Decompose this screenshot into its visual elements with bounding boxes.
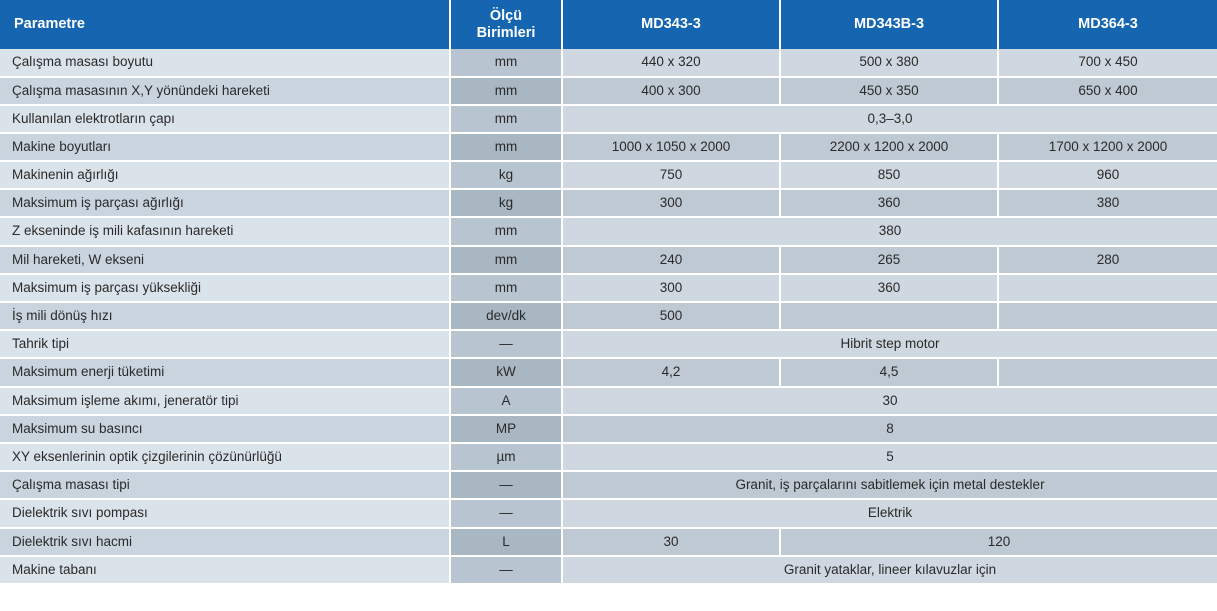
cell-unit: mm <box>450 217 562 245</box>
cell-parameter: Çalışma masası tipi <box>0 471 450 499</box>
cell-parameter: Dielektrik sıvı pompası <box>0 499 450 527</box>
cell-value: 450 x 350 <box>780 77 998 105</box>
cell-parameter: Tahrik tipi <box>0 330 450 358</box>
cell-value: 300 <box>562 274 780 302</box>
cell-value: 500 <box>562 302 780 330</box>
cell-value: 750 <box>562 161 780 189</box>
table-row <box>0 358 1217 386</box>
cell-unit: dev/dk <box>450 302 562 330</box>
cell-unit: — <box>450 330 562 358</box>
cell-unit: mm <box>450 133 562 161</box>
cell-unit: mm <box>450 49 562 76</box>
cell-value <box>998 358 1217 386</box>
table-header <box>0 0 1217 49</box>
header-unit-line1: Ölçü <box>489 8 523 24</box>
cell-value: 280 <box>998 246 1217 274</box>
header-row <box>0 0 1217 49</box>
cell-value: 1700 x 1200 x 2000 <box>998 133 1217 161</box>
cell-parameter: Kullanılan elektrotların çapı <box>0 105 450 133</box>
table-row <box>0 105 1217 133</box>
table-row <box>0 49 1217 76</box>
cell-value: 265 <box>780 246 998 274</box>
cell-unit: mm <box>450 274 562 302</box>
table-row <box>0 443 1217 471</box>
cell-value: 30 <box>562 387 1217 415</box>
cell-value: 5 <box>562 443 1217 471</box>
cell-parameter: Makinenin ağırlığı <box>0 161 450 189</box>
cell-parameter: Mil hareketi, W ekseni <box>0 246 450 274</box>
table-row <box>0 161 1217 189</box>
cell-value: 440 x 320 <box>562 49 780 76</box>
cell-value: 700 x 450 <box>998 49 1217 76</box>
cell-unit: A <box>450 387 562 415</box>
table-row <box>0 415 1217 443</box>
table-row <box>0 471 1217 499</box>
header-unit <box>450 0 562 49</box>
cell-unit: — <box>450 499 562 527</box>
cell-value: 360 <box>780 274 998 302</box>
cell-unit: kg <box>450 189 562 217</box>
cell-unit: mm <box>450 77 562 105</box>
cell-value: 4,2 <box>562 358 780 386</box>
table-row <box>0 330 1217 358</box>
cell-value <box>780 302 998 330</box>
header-parameter: Parametre <box>0 0 450 49</box>
cell-value: 360 <box>780 189 998 217</box>
table-row <box>0 528 1217 556</box>
table-row <box>0 556 1217 584</box>
cell-parameter: Maksimum işleme akımı, jeneratör tipi <box>0 387 450 415</box>
cell-parameter: Çalışma masasının X,Y yönündeki hareketi <box>0 77 450 105</box>
cell-value: 2200 x 1200 x 2000 <box>780 133 998 161</box>
cell-value: 120 <box>780 528 1217 556</box>
header-unit-line2: Birimleri <box>476 24 536 41</box>
cell-unit: µm <box>450 443 562 471</box>
cell-unit: — <box>450 471 562 499</box>
cell-value: 380 <box>998 189 1217 217</box>
cell-value: 850 <box>780 161 998 189</box>
table-row <box>0 302 1217 330</box>
cell-value: Hibrit step motor <box>562 330 1217 358</box>
cell-parameter: Z ekseninde iş mili kafasının hareketi <box>0 217 450 245</box>
table-row <box>0 217 1217 245</box>
header-model-1: MD343-3 <box>562 0 780 49</box>
cell-value: 400 x 300 <box>562 77 780 105</box>
cell-parameter: XY eksenlerinin optik çizgilerinin çözünürlüğü <box>0 443 450 471</box>
cell-parameter: Maksimum enerji tüketimi <box>0 358 450 386</box>
cell-value: 0,3–3,0 <box>562 105 1217 133</box>
table-row <box>0 499 1217 527</box>
cell-value: 30 <box>562 528 780 556</box>
cell-value: Granit yataklar, lineer kılavuzlar için <box>562 556 1217 584</box>
table-row <box>0 274 1217 302</box>
cell-value: Elektrik <box>562 499 1217 527</box>
cell-unit: kW <box>450 358 562 386</box>
cell-unit: mm <box>450 246 562 274</box>
table-row <box>0 77 1217 105</box>
header-model-2: MD343B-3 <box>780 0 998 49</box>
cell-unit: MP <box>450 415 562 443</box>
cell-parameter: Maksimum iş parçası yüksekliği <box>0 274 450 302</box>
table-row <box>0 189 1217 217</box>
cell-value: 1000 x 1050 x 2000 <box>562 133 780 161</box>
cell-parameter: Makine tabanı <box>0 556 450 584</box>
cell-value: 650 x 400 <box>998 77 1217 105</box>
table-row <box>0 133 1217 161</box>
cell-unit: kg <box>450 161 562 189</box>
cell-parameter: Dielektrik sıvı hacmi <box>0 528 450 556</box>
cell-value: Granit, iş parçalarını sabitlemek için metal destekler <box>562 471 1217 499</box>
table-row <box>0 246 1217 274</box>
cell-unit: L <box>450 528 562 556</box>
cell-parameter: Maksimum iş parçası ağırlığı <box>0 189 450 217</box>
cell-value: 8 <box>562 415 1217 443</box>
cell-value <box>998 302 1217 330</box>
cell-value: 4,5 <box>780 358 998 386</box>
cell-value: 380 <box>562 217 1217 245</box>
cell-value: 240 <box>562 246 780 274</box>
cell-parameter: Çalışma masası boyutu <box>0 49 450 76</box>
table-row <box>0 387 1217 415</box>
header-model-3: MD364-3 <box>998 0 1217 49</box>
cell-parameter: Makine boyutları <box>0 133 450 161</box>
cell-parameter: Maksimum su basıncı <box>0 415 450 443</box>
table-body <box>0 49 1217 584</box>
cell-value: 500 x 380 <box>780 49 998 76</box>
cell-value <box>998 274 1217 302</box>
cell-value: 960 <box>998 161 1217 189</box>
cell-unit: — <box>450 556 562 584</box>
cell-value: 300 <box>562 189 780 217</box>
cell-unit: mm <box>450 105 562 133</box>
cell-parameter: İş mili dönüş hızı <box>0 302 450 330</box>
